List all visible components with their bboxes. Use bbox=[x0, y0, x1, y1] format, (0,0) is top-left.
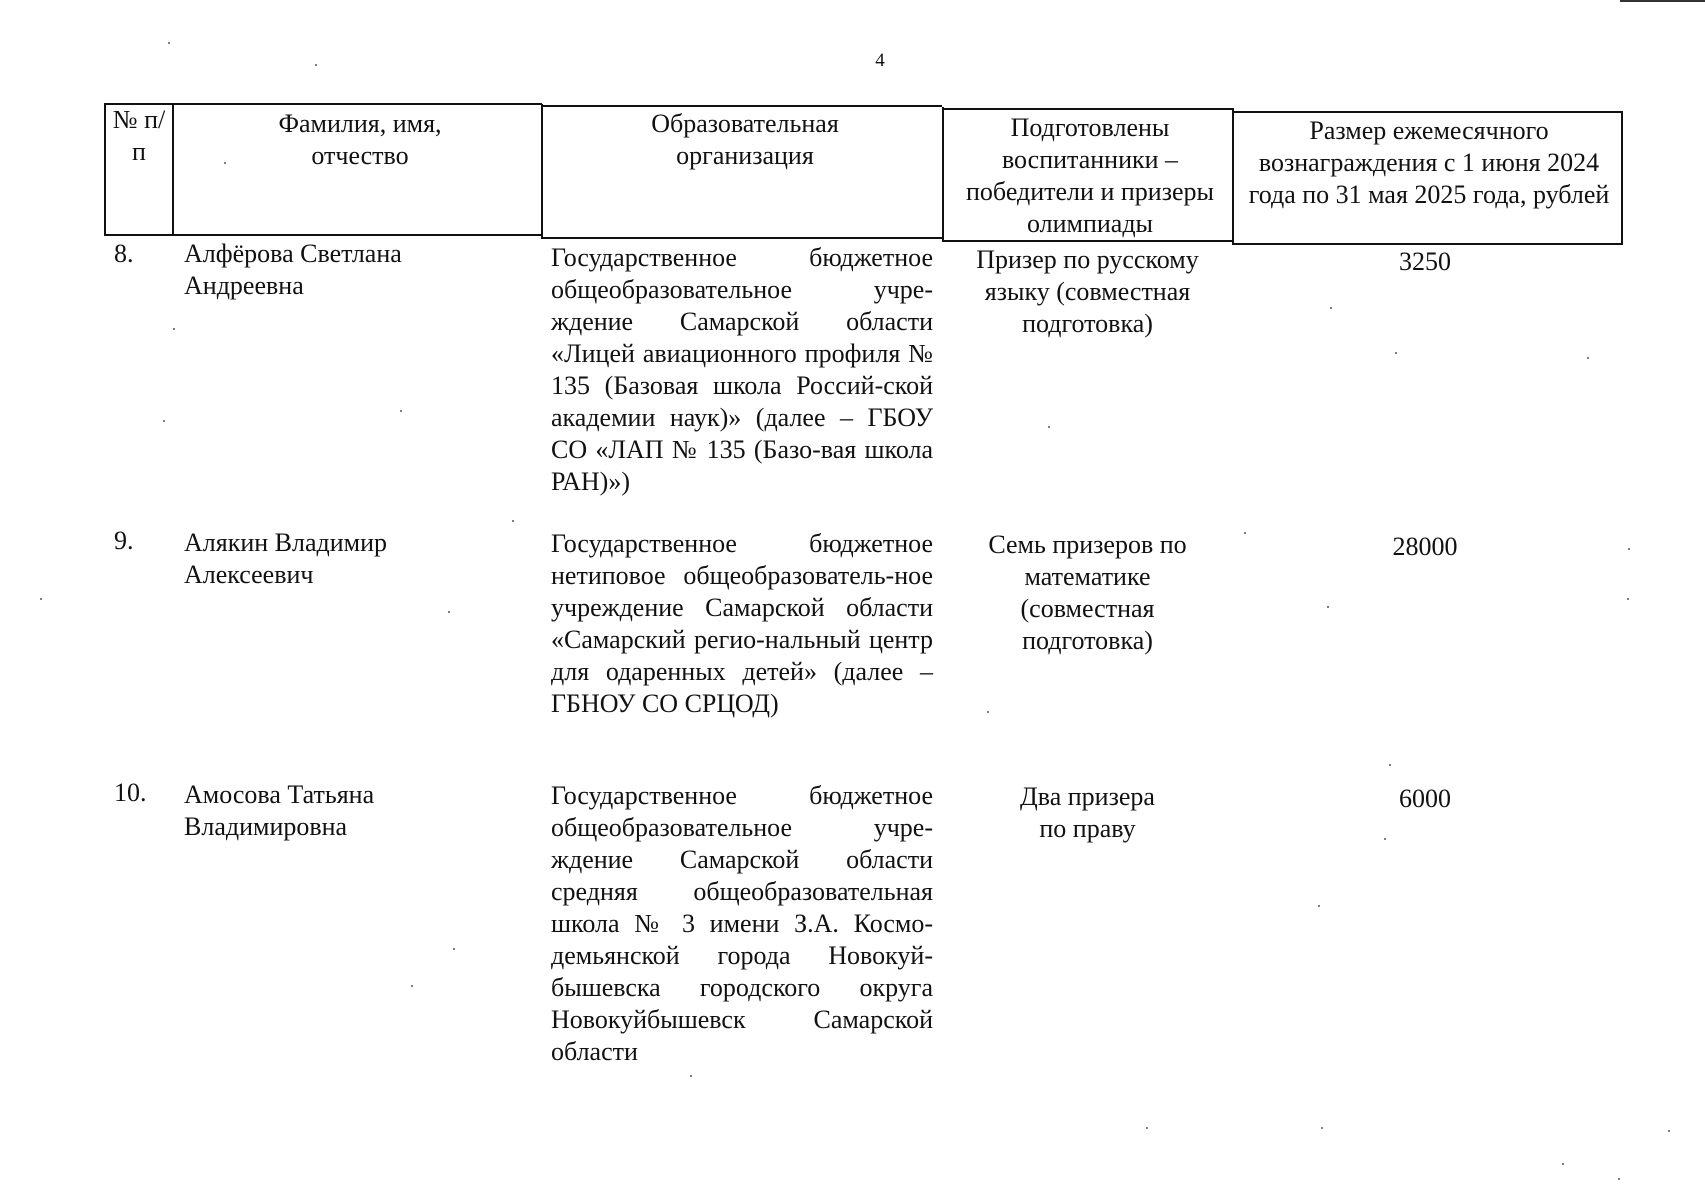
header-divider-4 bbox=[1232, 109, 1234, 245]
header-prepared: Подготовлены воспитанники – победители и призеры олимпиады bbox=[966, 113, 1214, 238]
row-number: 8. bbox=[114, 239, 134, 268]
row-organization: Государственное бюджетное общеобразовательное учре-ждение Самарской области «Лицей авиационного профиля № 135 (Базовая школа Россий-ской академии наук)» (далее – ГБОУ СО «ЛАП № 135 (Базо-вая школа РАН)») bbox=[551, 243, 933, 496]
row-number: 10. bbox=[114, 778, 147, 807]
row-name: Алякин Владимир Алексеевич bbox=[184, 528, 388, 589]
header-top-border-far-right bbox=[1232, 111, 1622, 113]
top-edge-rule bbox=[1620, 0, 1705, 2]
row-prepared: Семь призеров по математике (совместная подготовка) bbox=[988, 530, 1187, 655]
header-name: Фамилия, имя, отчество bbox=[278, 109, 442, 170]
header-divider-2 bbox=[541, 104, 543, 239]
header-divider-3 bbox=[942, 107, 944, 242]
header-org: Образовательная организация bbox=[651, 109, 839, 170]
header-divider-5 bbox=[1621, 111, 1623, 245]
header-amount: Размер ежемесячного вознаграждения с 1 июня 2024 года по 31 мая 2025 года, рублей bbox=[1248, 116, 1610, 209]
header-bottom-border-far-right bbox=[1232, 243, 1622, 245]
row-amount: 28000 bbox=[1392, 532, 1458, 561]
header-divider-1 bbox=[172, 103, 174, 236]
header-bottom-border-mid bbox=[542, 237, 942, 239]
row-organization: Государственное бюджетное общеобразовательное учре-ждение Самарской области средняя общеобразовательная школа № 3 имени З.А. Космо-демьянской города Новокуй-бышевска городского округа Новокуйбышевск Самарской области bbox=[551, 781, 933, 1066]
row-name: Амосова Татьяна Владимировна bbox=[184, 780, 375, 841]
header-num: № п/п bbox=[112, 105, 166, 166]
row-amount: 3250 bbox=[1399, 247, 1451, 276]
header-top-border-right bbox=[942, 108, 1234, 110]
header-bottom-border-right bbox=[942, 240, 1234, 242]
header-top-border-mid bbox=[542, 105, 942, 107]
header-bottom-border-left bbox=[104, 234, 542, 236]
row-amount: 6000 bbox=[1399, 784, 1451, 813]
row-number: 9. bbox=[114, 526, 134, 555]
row-prepared: Два призера по праву bbox=[1020, 782, 1155, 843]
row-organization: Государственное бюджетное нетиповое общеобразователь-ное учреждение Самарской области «Самарский регио-нальный центр для одаренных детей» (далее – ГБНОУ СО СРЦОД) bbox=[551, 529, 933, 718]
row-name: Алфёрова Светлана Андреевна bbox=[184, 239, 402, 300]
page-number: 4 bbox=[875, 50, 885, 71]
row-prepared: Призер по русскому языку (совместная подготовка) bbox=[976, 245, 1199, 338]
